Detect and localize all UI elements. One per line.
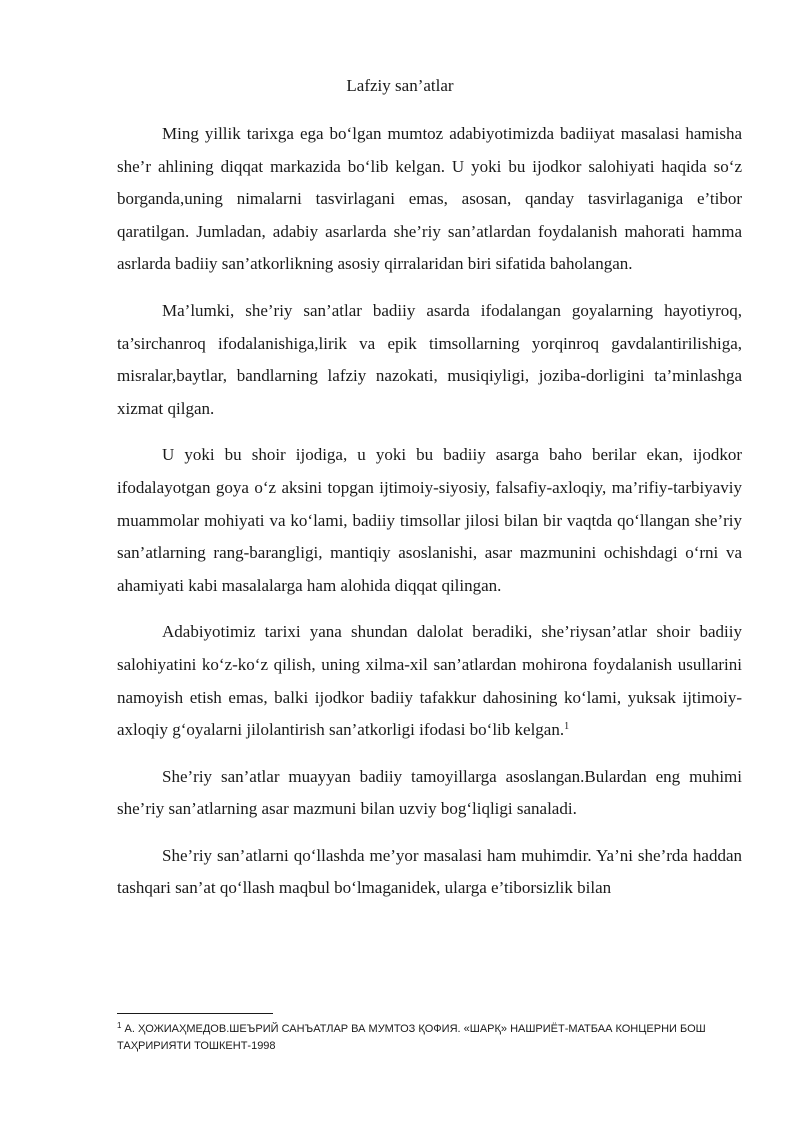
footnote-text: А. ҲОЖИАҲМЕДОВ.ШЕЪРИЙ САНЪАТЛАР ВА МУМТОЗ ҚОФИЯ. «ШАРҚ» НАШРИЁТ-МАТБАА КОНЦЕРНИ БОШ ТАҲРИРИЯТИ ТОШКЕНТ-1998 xyxy=(117,1023,706,1052)
paragraph-4 xyxy=(117,616,742,746)
paragraph-6: She’riy san’atlarni qo‘llashda me’yor masalasi ham muhimdir. Ya’ni she’rda haddan tashqari san’at qo‘llash maqbul bo‘lmaganidek, ularga e’tiborsizlik bilan xyxy=(117,845,742,898)
footnote-separator xyxy=(117,1013,273,1014)
page-title: Lafziy san’atlar xyxy=(346,76,454,95)
paragraph-4-text: Adabiyotimiz tarixi yana shundan dalolat beradiki, she’riysan’atlar shoir badiiy salohiyatini ko‘z-ko‘z qilish, uning xilma-xil san’atlardan mohirona foydalanish usullarini namoyish etish emas, balki ijodkor badiiy tafakkur dahosining ko‘lami, yuksak ijtimoiy-axloqiy g‘oyalarni jilolantirish san’atkorligi ifodasi bo‘lib kelgan. xyxy=(117,622,742,740)
document-body xyxy=(117,118,742,919)
paragraph-2: Ma’lumki, she’riy san’atlar badiiy asarda ifodalangan goyalarning hayotiyroq, ta’sirchanroq ifodalanishiga,lirik va epik timsollarning yorqinroq gavdalantirilishiga, misralar,baytlar, bandlarning lafziy nazokati, musiqiyligi, joziba-dorligini ta’minlashga xizmat qilgan. xyxy=(117,300,742,418)
footnote-number: 1 xyxy=(117,1021,122,1030)
paragraph-1: Ming yillik tarixga ega bo‘lgan mumtoz adabiyotimizda badiiyat masalasi hamisha she’r ahlining diqqat markazida bo‘lib kelgan. U yoki bu ijodkor salohiyati haqida so‘z borganda,uning nimalarni tasvirlagani emas, asosan, qanday tasvirlaganiga e’tibor qaratilgan. Jumladan, adabiy asarlarda she’riy san’atlardan foydalanish mahorati hamma asrlarda badiiy san’atkorlikning asosiy qirralaridan biri sifatida baholangan. xyxy=(117,124,742,274)
paragraph-5: She’riy san’atlar muayyan badiiy tamoyillarga asoslangan.Bulardan eng muhimi she’riy san’atlarning asar mazmuni bilan uzviy bog‘liqligi sanaladi. xyxy=(117,766,742,819)
paragraph-3: U yoki bu shoir ijodiga, u yoki bu badiiy asarga baho berilar ekan, ijodkor ifodalayotgan goya o‘z aksini topgan ijtimoiy-siyosiy, falsafiy-axloqiy, ma’rifiy-tarbiyaviy muammolar mohiyati va ko‘lami, badiiy timsollar jilosi bilan bir vaqtda qo‘llangan she’riy san’atlarning rang-barangligi, mantiqiy asoslanishi, asar mazmunini ochishdagi o‘rni va ahamiyati kabi masalalarga ham alohida diqqat qilingan. xyxy=(117,445,742,595)
footnote-reference[interactable]: 1 xyxy=(564,721,570,733)
footnote xyxy=(117,1021,742,1055)
